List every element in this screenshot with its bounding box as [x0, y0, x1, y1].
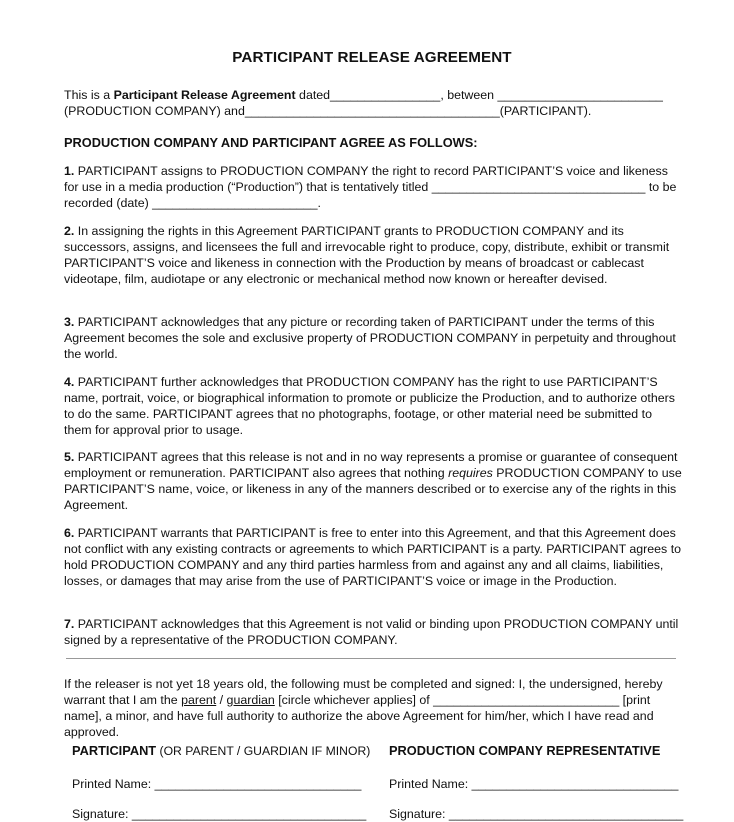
clause-number: 4. [64, 375, 75, 389]
clause-emphasis: requires [448, 466, 493, 480]
clause-number: 7. [64, 617, 75, 631]
clause-7 [64, 616, 682, 648]
participant-signature-block [72, 743, 372, 822]
clause-text: PARTICIPANT further acknowledges that PRODUCTION COMPANY has the right to use PARTICIPANT’S name, portrait, voice, or biographical information to promote or publicize the Production, and to authorize others to do the same. PARTICIPANT agrees that no photographs, footage, or other material need be submitted to them for approval prior to usage. [64, 375, 675, 437]
clause-1 [64, 163, 682, 211]
minor-slash: / [216, 693, 227, 707]
clause-4 [64, 374, 682, 438]
clause-2 [64, 223, 682, 287]
intro-paragraph [64, 87, 682, 119]
intro-text-2: dated________________, between ________________________ [295, 88, 663, 102]
intro-text-1: This is a [64, 88, 114, 102]
clause-number: 3. [64, 315, 75, 329]
clause-text: PARTICIPANT acknowledges that any picture or recording taken of PARTICIPANT under the terms of this Agreement becomes the sole and exclusive property of PRODUCTION COMPANY in perpetuity and throughout the world. [64, 315, 676, 361]
agreement-heading: PRODUCTION COMPANY AND PARTICIPANT AGREE AS FOLLOWS: [64, 135, 478, 150]
document-title: PARTICIPANT RELEASE AGREEMENT [232, 49, 512, 66]
clause-number: 2. [64, 224, 75, 238]
clause-3 [64, 314, 682, 362]
company-signature-block [389, 743, 689, 822]
minor-text-2: [circle whichever applies] of ___________________________ [print name], a minor, and have full authority to authorize the above Agreement for him/her, which I have read and approved. [64, 693, 654, 739]
minor-text-1: If the releaser is not yet 18 years old, the following must be completed and signed: I, the undersigned, hereby warrant that I am the [64, 677, 663, 707]
clause-text: PARTICIPANT acknowledges that this Agreement is not valid or binding upon PRODUCTION COMPANY until signed by a representative of the PRODUCTION COMPANY. [64, 617, 679, 647]
clause-text: PARTICIPANT warrants that PARTICIPANT is free to enter into this Agreement, and that this Agreement does not conflict with any existing contracts or agreements to which PARTICIPANT is a party. PARTICIPANT agrees to hold PRODUCTION COMPANY and any third parties harmless from and against any and all claims, liabilities, losses, or damages that may arise from the use of PARTICIPANT’S voice or image in the Production. [64, 526, 682, 588]
participant-signature-field[interactable]: Signature: __________________________________ [72, 807, 367, 821]
company-signature-field[interactable]: Signature: __________________________________ [389, 807, 684, 821]
participant-label: PARTICIPANT [72, 743, 157, 758]
company-printed-name-field[interactable]: Printed Name: ______________________________ [389, 777, 679, 791]
participant-printed-name-field[interactable]: Printed Name: ______________________________ [72, 777, 362, 791]
clause-text: PRODUCTION COMPANY to use PARTICIPANT’S name, voice, or likeness in any of the manners described or to exercise any of the rights in this Agreement. [64, 466, 682, 512]
clause-6 [64, 525, 682, 589]
clause-text: PARTICIPANT assigns to PRODUCTION COMPANY the right to record PARTICIPANT’S voice and likeness for use in a media production (“Production”) that is tentatively titled _______________________________ to be recorded (date) ________________________. [64, 164, 677, 210]
clause-number: 6. [64, 526, 75, 540]
clause-5 [64, 449, 682, 513]
participant-heading [72, 743, 372, 759]
parent-option: parent [181, 693, 217, 707]
intro-agreement-name: Participant Release Agreement [113, 88, 296, 102]
section-divider [66, 658, 676, 659]
minor-consent-paragraph [64, 676, 682, 740]
clause-text: In assigning the rights in this Agreement PARTICIPANT grants to PRODUCTION COMPANY and its successors, assigns, and licensees the full and irrevocable right to produce, copy, distribute, exhibit or transmit PARTICIPANT’S voice and likeness in connection with the Production by means of broadcast or cablecast videotape, film, audiotape or any electronic or mechanical method now known or hereafter devised. [64, 224, 670, 286]
guardian-option: guardian [226, 693, 275, 707]
clause-number: 5. [64, 450, 75, 464]
intro-text-3: (PRODUCTION COMPANY) and_____________________________________(PARTICIPANT). [64, 104, 592, 118]
clause-text: PARTICIPANT agrees that this release is not and in no way represents a promise or guarantee of consequent employment or remuneration. PARTICIPANT also agrees that nothing [64, 450, 678, 480]
clause-number: 1. [64, 164, 75, 178]
company-heading: PRODUCTION COMPANY REPRESENTATIVE [389, 743, 661, 758]
participant-sublabel: (OR PARENT / GUARDIAN IF MINOR) [156, 744, 371, 758]
